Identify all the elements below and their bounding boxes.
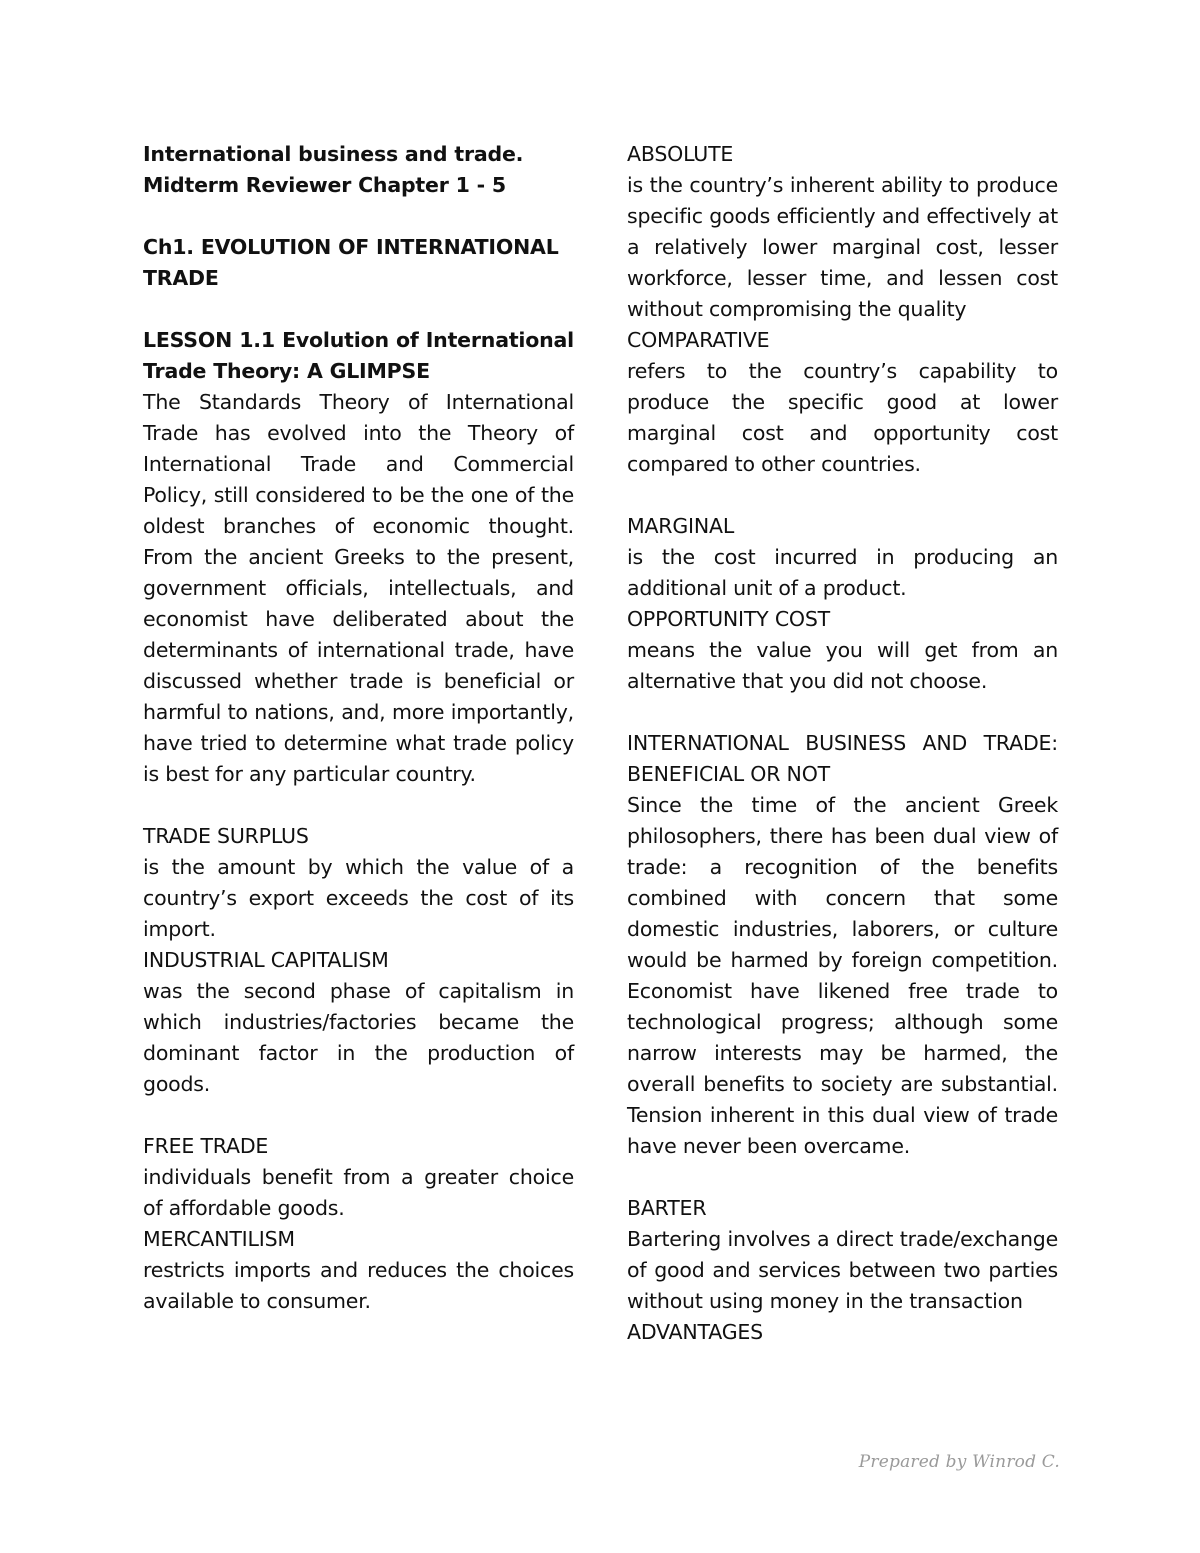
document-title-line2: Midterm Reviewer Chapter 1 - 5 (143, 173, 506, 197)
term-opportunity-cost: OPPORTUNITY COST (627, 607, 831, 631)
definition-trade-surplus: is the amount by which the value of a country’s export exceeds the cost of its import. (143, 855, 574, 941)
chapter-heading: Ch1. EVOLUTION OF INTERNATIONAL TRADE (143, 235, 559, 290)
right-column (627, 139, 1058, 1348)
term-marginal: MARGINAL (627, 514, 735, 538)
term-trade-surplus: TRADE SURPLUS (143, 824, 309, 848)
document-title-line1: International business and trade. (143, 142, 524, 166)
definition-industrial-capitalism: was the second phase of capitalism in which industries/factories became the dominant factor in the production of goods. (143, 979, 574, 1096)
prepared-by-footer: Prepared by Winrod C. (858, 1452, 1060, 1472)
left-column (143, 139, 574, 1317)
lesson-heading: LESSON 1.1 Evolution of International Trade Theory: A GLIMPSE (143, 328, 574, 383)
definition-marginal: is the cost incurred in producing an additional unit of a product. (627, 545, 1058, 600)
definition-mercantilism: restricts imports and reduces the choices available to consumer. (143, 1258, 574, 1313)
definition-barter: Bartering involves a direct trade/exchange of good and services between two parties without using money in the transaction (627, 1227, 1058, 1313)
ibt-heading: INTERNATIONAL BUSINESS AND TRADE: BENEFICIAL OR NOT (627, 731, 1058, 786)
ibt-paragraph: Since the time of the ancient Greek philosophers, there has been dual view of trade: a recognition of the benefits combined with concern that some domestic industries, laborers, or culture would be harmed by foreign competition. Economist have likened free trade to technological progress; although some narrow interests may be harmed, the overall benefits to society are substantial. Tension inherent in this dual view of trade have never been overcame. (627, 793, 1058, 1158)
intro-paragraph: The Standards Theory of International Trade has evolved into the Theory of International Trade and Commercial Policy, still considered to be the one of the oldest branches of economic thought. From the ancient Greeks to the present, government officials, intellectuals, and economist have deliberated about the determinants of international trade, have discussed whether trade is beneficial or harmful to nations, and, more importantly, have tried to determine what trade policy is best for any particular country. (143, 390, 574, 786)
term-absolute: ABSOLUTE (627, 142, 734, 166)
term-free-trade: FREE TRADE (143, 1134, 269, 1158)
definition-comparative: refers to the country’s capability to produce the specific good at lower marginal cost and opportunity cost compared to other countries. (627, 359, 1058, 476)
definition-absolute: is the country’s inherent ability to produce specific goods efficiently and effectively at a relatively lower marginal cost, lesser workforce, lesser time, and lessen cost without compromising the quality (627, 173, 1058, 321)
term-mercantilism: MERCANTILISM (143, 1227, 295, 1251)
term-industrial-capitalism: INDUSTRIAL CAPITALISM (143, 948, 389, 972)
term-advantages: ADVANTAGES (627, 1320, 763, 1344)
definition-opportunity-cost: means the value you will get from an alternative that you did not choose. (627, 638, 1058, 693)
definition-free-trade: individuals benefit from a greater choice of affordable goods. (143, 1165, 574, 1220)
term-barter: BARTER (627, 1196, 707, 1220)
term-comparative: COMPARATIVE (627, 328, 770, 352)
